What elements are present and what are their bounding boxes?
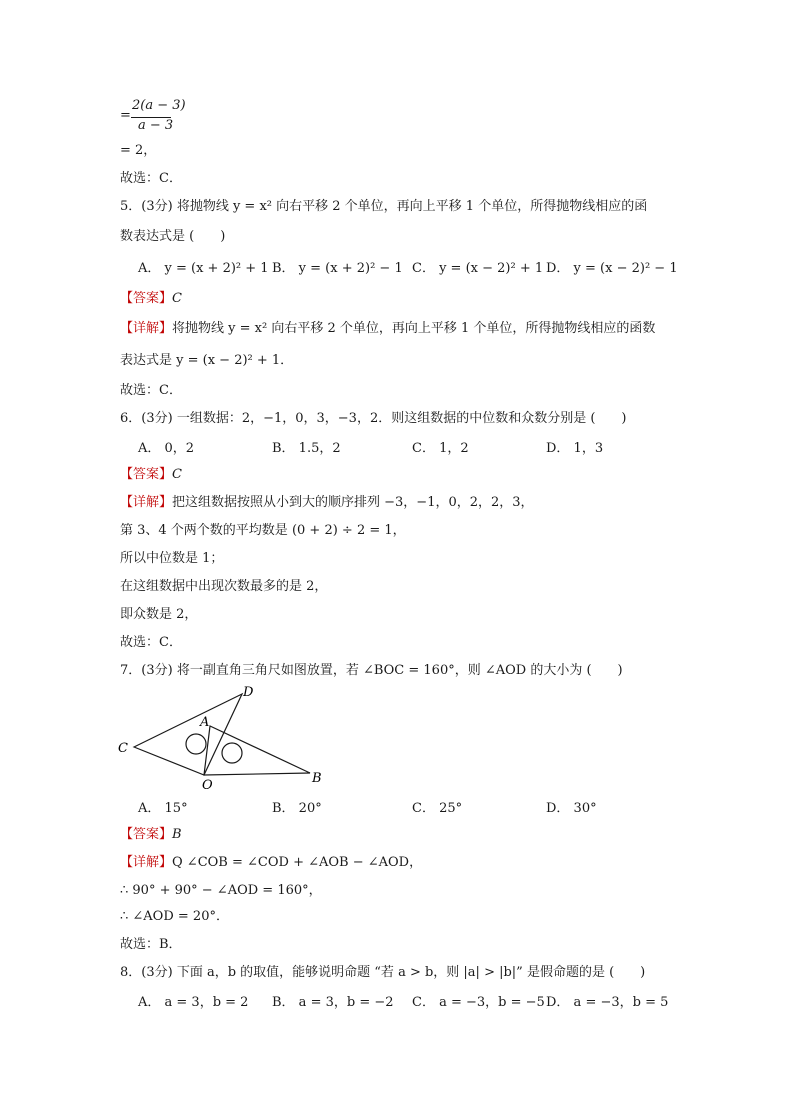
- label-a: A: [200, 715, 210, 730]
- q7-detail-line-2: ∴ 90° + 90° − ∠AOD = 160°，: [120, 883, 322, 898]
- detail-text: 把这组数据按照从小到大的顺序排列 −3，−1，0，2，2，3，: [172, 495, 534, 510]
- detail-label: 【详解】: [120, 855, 173, 870]
- label-c: C: [118, 741, 128, 756]
- q7-option-c: C． 25°: [412, 801, 463, 816]
- q6-option-b: B． 1.5，2: [272, 441, 341, 456]
- label-d: D: [243, 685, 254, 700]
- label-o: O: [202, 778, 213, 793]
- circle-hole-right: [222, 743, 242, 763]
- detail-text: 将抛物线 y = x² 向右平移 2 个单位，再向上平移 1 个单位，所得抛物线相应的函数: [172, 321, 656, 336]
- fraction-denominator: a − 3: [138, 118, 174, 133]
- q5-detail-line-1: [120, 320, 655, 338]
- q8-option-b: B． a = 3，b = −2: [272, 995, 394, 1010]
- q7-option-d: D． 30°: [546, 801, 597, 816]
- q5-option-b: B． y = (x + 2)² − 1: [272, 261, 403, 276]
- q6-answer-line: [120, 466, 182, 484]
- answer-label: 【答案】: [120, 827, 173, 842]
- label-b: B: [312, 771, 322, 786]
- q8-option-a: A． a = 3，b = 2: [138, 995, 249, 1010]
- q5-answer-line: [120, 290, 182, 308]
- triangle-aob: [204, 726, 310, 775]
- circle-hole-left: [186, 734, 206, 754]
- question-7-line-1: 7．(3分) 将一副直角三角尺如图放置，若 ∠BOC = 160°，则 ∠AOD 的大小为 ( ): [120, 663, 623, 678]
- q7-detail-line-1: [120, 854, 422, 872]
- choose-line-q4: 故选：C．: [120, 171, 182, 186]
- q8-option-c: C． a = −3，b = −5: [412, 995, 545, 1010]
- answer-label: 【答案】: [120, 467, 173, 482]
- fraction-numerator: 2(a − 3): [132, 98, 186, 113]
- q6-detail-line-3: 所以中位数是 1；: [120, 551, 224, 566]
- q5-choose-line: 故选：C．: [120, 383, 182, 398]
- q6-detail-line-4: 在这组数据中出现次数最多的是 2，: [120, 579, 328, 594]
- q7-detail-line-3: ∴ ∠AOD = 20°．: [120, 909, 229, 924]
- question-6-line-1: 6．(3分) 一组数据：2，−1，0，3，−3，2．则这组数据的中位数和众数分别是 ( ): [120, 411, 627, 426]
- q6-detail-line-1: [120, 494, 534, 512]
- detail-label: 【详解】: [120, 321, 173, 336]
- detail-text: Q ∠COB = ∠COD + ∠AOB − ∠AOD，: [172, 855, 423, 870]
- q5-option-c: C． y = (x − 2)² + 1: [412, 261, 544, 276]
- equals-sign: =: [120, 108, 131, 123]
- answer-label: 【答案】: [120, 291, 173, 306]
- question-8-line-1: 8．(3分) 下面 a，b 的取值，能够说明命题 “若 a > b，则 |a| > |b|” 是假命题的是 ( ): [120, 965, 646, 980]
- q7-answer-line: [120, 826, 182, 844]
- q7-option-a: A． 15°: [138, 801, 188, 816]
- question-5-line-1: 5．(3分) 将抛物线 y = x² 向右平移 2 个单位，再向上平移 1 个单位，所得抛物线相应的函: [120, 199, 648, 214]
- answer-value: C: [172, 291, 182, 306]
- triangle-figure: [112, 684, 332, 796]
- answer-value: B: [172, 827, 182, 842]
- q5-option-a: A． y = (x + 2)² + 1: [138, 261, 269, 276]
- q6-detail-line-5: 即众数是 2，: [120, 607, 198, 622]
- equals-two-line: = 2，: [120, 143, 157, 158]
- triangle-cdo: [134, 694, 242, 775]
- q6-choose-line: 故选：C．: [120, 635, 182, 650]
- detail-label: 【详解】: [120, 495, 173, 510]
- question-5-line-2: 数表达式是 ( ): [120, 229, 226, 244]
- q7-option-b: B． 20°: [272, 801, 322, 816]
- q5-option-d: D． y = (x − 2)² − 1: [546, 261, 678, 276]
- q6-option-c: C． 1，2: [412, 441, 469, 456]
- q6-option-d: D． 1，3: [546, 441, 604, 456]
- q6-detail-line-2: 第 3、4 个两个数的平均数是 (0 + 2) ÷ 2 = 1，: [120, 523, 406, 538]
- q7-choose-line: 故选：B．: [120, 937, 182, 952]
- q6-option-a: A． 0，2: [138, 441, 195, 456]
- q8-option-d: D． a = −3，b = 5: [546, 995, 669, 1010]
- answer-value: C: [172, 467, 182, 482]
- q5-detail-line-2: 表达式是 y = (x − 2)² + 1．: [120, 353, 294, 368]
